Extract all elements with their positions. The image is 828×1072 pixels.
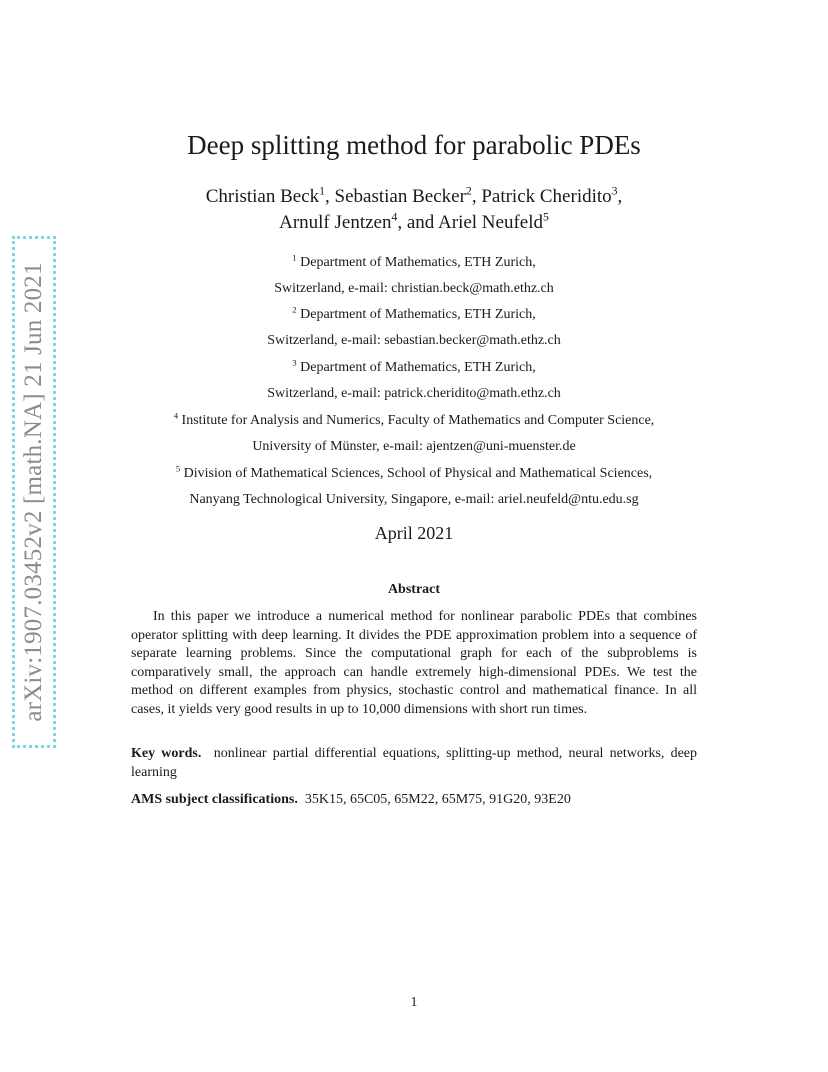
abstract-heading: Abstract (387, 582, 441, 597)
affiliation-4 (0, 408, 828, 460)
author-name: Ariel Neufeld (438, 212, 543, 233)
abstract-body: In this paper we introduce a numerical method for nonlinear parabolic PDEs that combines operator splitting with deep learning. It divides the PDE approximation problem into a sequence of separate learning problems. Since the computational graph for each of the subproblems is comparatively small, the approach can handle extremely high-dimensional PDEs. We test the method on different examples from physics, stochastic control and mathematical finance. In all cases, it yields very good results in up to 10,000 dimensions with short run times. (131, 609, 697, 717)
ams-label: AMS subject classifications. (131, 792, 298, 807)
affiliation-line: Switzerland, e-mail: christian.beck@math.ethz.ch (274, 281, 554, 296)
author-separator: , (617, 186, 623, 207)
arxiv-identifier: arXiv:1907.03452v2 [math.NA] 21 Jun 2021 (20, 262, 47, 722)
affiliation-2 (0, 302, 828, 354)
author-line-1 (0, 184, 828, 210)
author-affiliation-mark: 4 (391, 210, 398, 224)
affiliation-line: Division of Mathematical Sciences, School of Physical and Mathematical Sciences, (183, 466, 653, 481)
affiliation-3 (0, 355, 828, 407)
affiliation-mark: 1 (292, 252, 297, 263)
affiliation-5 (0, 461, 828, 513)
paper-title: Deep splitting method for parabolic PDEs (187, 130, 641, 160)
affiliation-mark: 4 (173, 410, 179, 421)
affiliation-line: Department of Mathematics, ETH Zurich, (300, 255, 536, 270)
affiliation-line: Department of Mathematics, ETH Zurich, (300, 307, 536, 322)
affiliation-line: Institute for Analysis and Numerics, Faculty of Mathematics and Computer Science, (181, 413, 655, 428)
affiliation-1 (0, 250, 828, 302)
author-name: Christian Beck (205, 186, 320, 207)
author-conjunction: , and (397, 212, 439, 233)
author-affiliation-mark: 1 (319, 184, 326, 198)
author-name: Arnulf Jentzen (279, 212, 392, 233)
author-affiliation-mark: 2 (465, 184, 472, 198)
affiliation-line: Nanyang Technological University, Singapore, e-mail: ariel.neufeld@ntu.edu.sg (189, 492, 639, 507)
ams-classifications (131, 791, 697, 810)
affiliation-line: Department of Mathematics, ETH Zurich, (300, 360, 536, 375)
ams-text: 35K15, 65C05, 65M22, 65M75, 91G20, 93E20 (304, 792, 571, 807)
author-list (0, 184, 828, 236)
author-line-2 (0, 210, 828, 236)
page-number: 1 (410, 995, 418, 1010)
publication-date: April 2021 (374, 523, 454, 543)
author-name: Patrick Cheridito (481, 186, 612, 207)
author-separator: , (471, 186, 482, 207)
author-name: Sebastian Becker (334, 186, 466, 207)
affiliation-line: University of Münster, e-mail: ajentzen@uni-muenster.de (252, 439, 576, 454)
keywords-label: Key words. (131, 746, 202, 761)
keywords (131, 745, 697, 782)
author-affiliation-mark: 3 (611, 184, 618, 198)
affiliation-line: Switzerland, e-mail: patrick.cheridito@math.ethz.ch (267, 386, 561, 401)
affiliation-mark: 3 (292, 357, 297, 368)
keywords-text: nonlinear partial differential equations, splitting-up method, neural networks, deep learning (131, 746, 698, 780)
affiliation-line: Switzerland, e-mail: sebastian.becker@math.ethz.ch (267, 333, 561, 348)
author-separator: , (325, 186, 335, 207)
affiliation-mark: 5 (175, 463, 181, 474)
author-affiliation-mark: 5 (543, 210, 549, 224)
affiliation-mark: 2 (292, 304, 297, 315)
